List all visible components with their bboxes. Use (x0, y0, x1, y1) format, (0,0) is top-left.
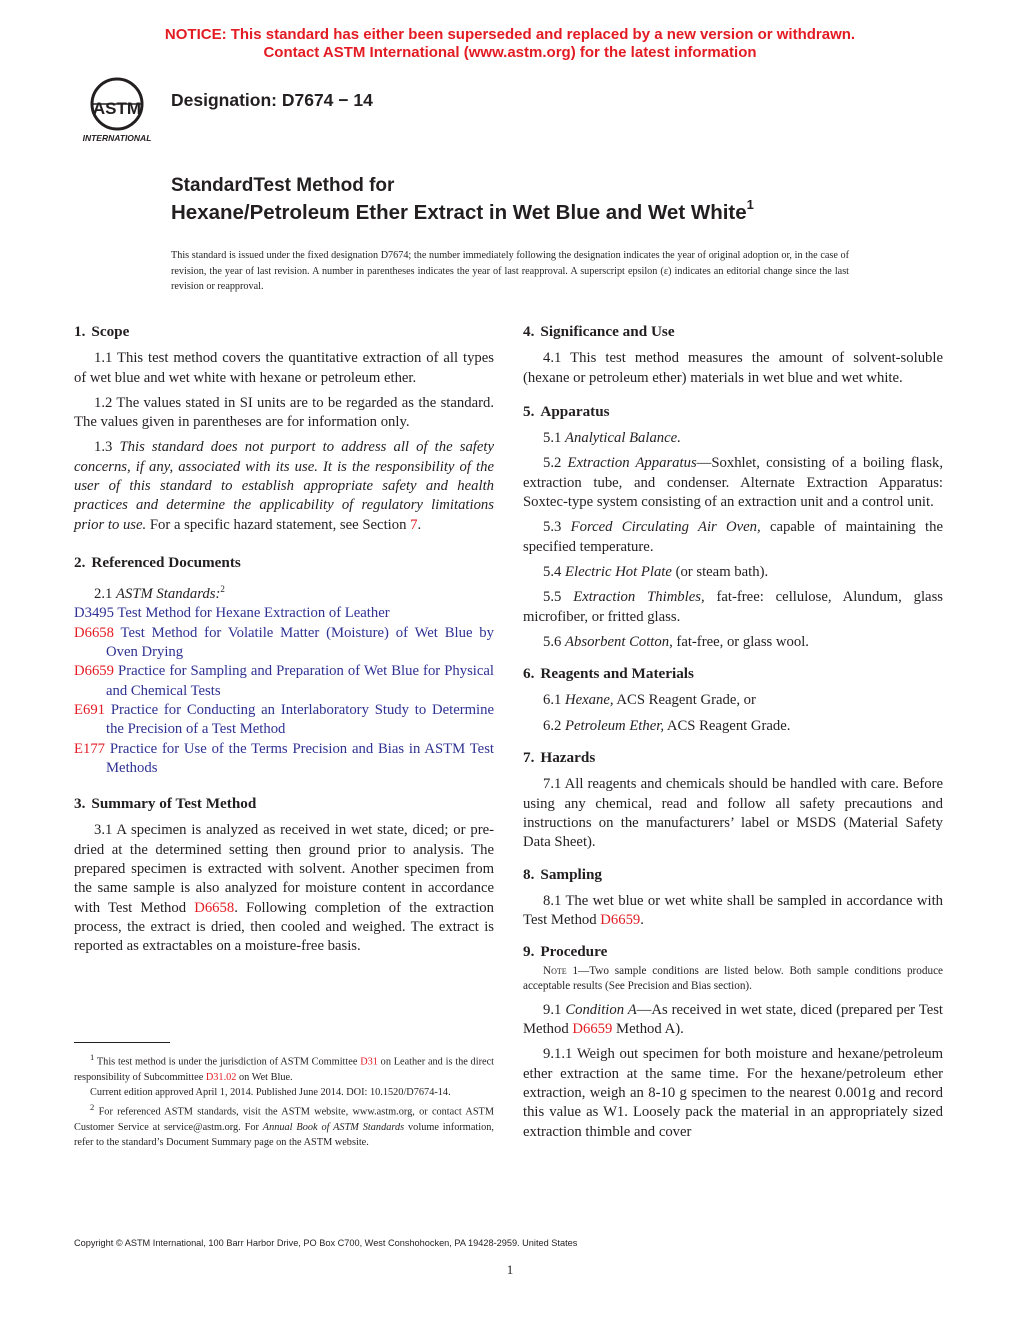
reference-d3495[interactable] (74, 604, 494, 623)
section-heading-procedure (523, 942, 943, 961)
item-name: Petroleum Ether, (565, 717, 665, 734)
para-text: For a specific hazard statement, see Section (146, 516, 411, 533)
paragraph-3-1 (74, 821, 494, 956)
footnote-text: on Wet Blue. (236, 1071, 293, 1083)
footnote-mark: 2 (220, 584, 225, 595)
section-title: Hazards (540, 749, 596, 767)
item-name: Absorbent Cotton, (565, 633, 673, 650)
reference-code[interactable]: D3495 (74, 605, 114, 622)
para-number: 6.1 (543, 692, 566, 709)
para-text: —As received in wet state, diced (prepared per Test Method (523, 1001, 944, 1038)
section-heading-significance (523, 322, 943, 341)
paragraph-1-3 (74, 438, 494, 534)
para-number: 5.2 (543, 455, 568, 472)
designation: Designation: D7674 − 14 (171, 90, 373, 110)
para-number: 5.4 (543, 563, 566, 580)
item-name: Extraction Apparatus (567, 455, 697, 472)
left-column (74, 322, 494, 963)
reference-code[interactable]: E691 (74, 701, 106, 718)
section-heading-hazards (523, 748, 943, 767)
section-heading-apparatus (523, 402, 943, 421)
para-text: ACS Reagent Grade, or (613, 692, 756, 709)
d6658-link[interactable]: D6658 (194, 899, 235, 916)
para-number: 2.1 (94, 586, 117, 603)
item-name: Condition A (565, 1001, 637, 1018)
para-number: 5.3 (543, 519, 571, 536)
para-text: ACS Reagent Grade. (664, 717, 791, 734)
astm-logo (74, 76, 160, 146)
reference-code[interactable]: D6658 (74, 624, 114, 641)
paragraph-6-1 (523, 691, 943, 710)
section-heading-scope (74, 322, 494, 341)
section-number: 6. (523, 665, 535, 683)
footnotes (74, 1050, 494, 1150)
section-number: 2. (74, 553, 86, 571)
paragraph-8-1 (523, 892, 943, 931)
para-text: fat-free, or glass wool. (672, 633, 809, 650)
para-text: 8.1 The wet blue or wet white shall be sampled in accordance with Test Method (523, 892, 943, 929)
note-label: Note 1 (543, 964, 579, 977)
paragraph-1-1: 1.1 This test method covers the quantitative extraction of all types of wet blue and wet white with hexane or petroleum ether. (74, 350, 494, 386)
section-number: 7. (523, 749, 535, 767)
reference-title[interactable]: Practice for Sampling and Preparation of Wet Blue for Physical and Chemical Tests (106, 663, 494, 699)
section-heading-referenced-documents (74, 553, 494, 572)
para-number: 5.1 (543, 430, 566, 447)
section-number: 4. (523, 323, 535, 340)
section-title: Referenced Documents (91, 553, 241, 571)
copyright-line: Copyright © ASTM International, 100 Barr Harbor Drive, PO Box C700, West Conshohocken, PA 19428-2959. United States (74, 1238, 578, 1248)
para-number: 5.6 (543, 633, 566, 650)
footnote-text: on Leather and is the direct responsibility of Subcommittee (74, 1056, 494, 1083)
astm-logo-icon (74, 76, 160, 146)
footnote-1-edition: Current edition approved April 1, 2014. Published June 2014. DOI: 10.1520/D7674-14. (90, 1086, 451, 1098)
para-number: 5.5 (543, 589, 574, 606)
section-heading-reagents (523, 664, 943, 683)
section-heading-sampling (523, 865, 943, 884)
paragraph-5-5 (523, 588, 943, 627)
section-title: Summary of Test Method (91, 795, 257, 813)
footnote-text: volume information, refer to the standard’s Document Summary page on the ASTM website. (74, 1121, 494, 1148)
para-text: (or steam bath). (671, 563, 769, 580)
notice-line-2: Contact ASTM International (www.astm.org) for the latest information (263, 44, 757, 61)
logo-text-international: INTERNATIONAL (82, 133, 152, 143)
paragraph-5-1 (523, 429, 943, 448)
paragraph-7-1: 7.1 All reagents and chemicals should be handled with care. Before using any chemical, read and follow all safety precautions and instructions on the manufacturers’ label or MSDS (Material Safety Data Sheet). (523, 776, 943, 851)
footnote-mark: 2 (90, 1102, 95, 1113)
paragraph-5-2 (523, 454, 943, 512)
notice-line-1: NOTICE: This standard has either been superseded and replaced by a new version or withdrawn. (164, 26, 856, 43)
right-column (523, 322, 943, 1148)
paragraph-2-1 (74, 580, 494, 604)
footnote-2 (74, 1100, 494, 1150)
logo-text-astm: ASTM (92, 99, 142, 118)
section-title: Procedure (540, 943, 608, 961)
item-name: Electric Hot Plate (565, 563, 672, 580)
footnote-rule (74, 1042, 170, 1043)
para-number: 1.3 (94, 439, 120, 456)
para-text: . (417, 516, 422, 533)
paragraph-9-1 (523, 1001, 943, 1040)
reference-e177[interactable] (74, 740, 494, 779)
para-text: . (640, 912, 644, 929)
d6659-link[interactable]: D6659 (572, 1021, 613, 1038)
title-main: Hexane/Petroleum Ether Extract in Wet Blue and Wet White (171, 200, 747, 224)
para-text: capable of maintaining the specified temperature. (523, 519, 944, 555)
reference-code[interactable]: D6659 (74, 663, 114, 680)
title-footnote-mark: 1 (746, 197, 754, 212)
reference-e691[interactable] (74, 701, 494, 740)
para-text: —Soxhlet, consisting of a boiling flask, extraction tube, and condenser. Alternate Extraction Apparatus: Soxtec-type system consisting of an extraction unit and a control unit. (523, 455, 943, 511)
reference-title[interactable]: Practice for Use of the Terms Precision and Bias in ASTM Test Methods (105, 740, 494, 776)
paragraph-5-3 (523, 518, 943, 557)
paragraph-9-1-1: 9.1.1 Weigh out specimen for both moisture and hexane/petroleum ether extraction at the same time. For the hexane/petroleum ether extraction, weigh an 8-10 g specimen to the nearest 0.001g and record this value as W1. Loosely pack the material in an appropriately sized extraction thimble and cover (523, 1046, 943, 1140)
footnote-text: This test method is under the jurisdiction of ASTM Committee (94, 1056, 361, 1068)
reference-title[interactable]: Test Method for Hexane Extraction of Leather (113, 605, 390, 622)
para-number: 6.2 (543, 717, 566, 734)
item-name: Analytical Balance. (565, 430, 681, 447)
page-number: 1 (506, 1262, 514, 1277)
section-number: 1. (74, 323, 86, 340)
note-text: —Two sample conditions are listed below. Both sample conditions produce acceptable results (See Precision and Bias section). (523, 964, 943, 993)
footnote-text: For referenced ASTM standards, visit the ASTM website, www.astm.org, or contact ASTM Customer Service at service@astm.org. For (74, 1106, 494, 1133)
title-line-2 (171, 199, 754, 225)
para-text: . Following completion of the extraction process, the extract is dried, then cooled and weighed. The extract is reported as extractables on a moisture-free basis. (74, 899, 494, 955)
para-number: 9.1 (543, 1001, 566, 1018)
section-number: 8. (523, 865, 535, 883)
section-number: 5. (523, 402, 535, 420)
d6659-link[interactable]: D6659 (600, 912, 641, 929)
title-line-1: StandardTest Method for (171, 175, 395, 196)
item-name: Extraction Thimbles, (573, 589, 705, 606)
para-text: Method A). (612, 1021, 684, 1038)
section-7-link[interactable]: 7 (410, 516, 418, 533)
section-title: Reagents and Materials (540, 665, 694, 683)
note-1 (523, 964, 943, 995)
para-text: fat-free: cellulose, Alundum, glass microfiber, or fritted glass. (523, 589, 943, 625)
section-heading-summary (74, 794, 494, 813)
footnote-mark: 1 (90, 1052, 95, 1062)
section-title: Apparatus (540, 402, 610, 420)
reference-d6659[interactable] (74, 662, 494, 701)
supersede-notice (0, 26, 1020, 62)
d31-link[interactable]: D31 (360, 1056, 378, 1068)
reference-title[interactable]: Practice for Conducting an Interlaboratory Study to Determine the Precision of a Test Method (105, 701, 494, 738)
item-name: Hexane, (565, 692, 614, 709)
reference-d6658[interactable] (74, 624, 494, 663)
item-name: Forced Circulating Air Oven, (570, 519, 761, 536)
footnote-italic: Annual Book of ASTM Standards (262, 1121, 405, 1133)
reference-code[interactable]: E177 (74, 740, 106, 757)
paragraph-6-2 (523, 717, 943, 736)
footnote-1 (74, 1050, 494, 1085)
section-title: Scope (91, 323, 130, 340)
section-number: 9. (523, 943, 535, 961)
paragraph-4-1: 4.1 This test method measures the amount of solvent-soluble (hexane or petroleum ether) materials in wet blue and wet white. (523, 350, 943, 386)
issued-statement: This standard is issued under the fixed designation D7674; the number immediately following the designation indicates the year of original adoption or, in the case of revision, the year of last revision. A number in parentheses indicates the year of last reapproval. A superscript epsilon (ε) indicates an editorial change since the last revision or reapproval. (171, 250, 849, 292)
paragraph-1-2: 1.2 The values stated in SI units are to be regarded as the standard. The values given in parentheses are for information only. (74, 394, 494, 431)
paragraph-5-4 (523, 563, 943, 582)
section-title: Significance and Use (540, 323, 675, 340)
safety-caveat: This standard does not purport to address all of the safety concerns, if any, associated with its use. It is the responsibility of the user of this standard to establish appropriate safety and health practices and determine the applicability of regulatory limitations prior to use. (74, 439, 495, 533)
section-number: 3. (74, 795, 86, 813)
para-text: 3.1 A specimen is analyzed as received in wet state, diced; or pre-dried at the determined setting then ground prior to analysis. The prepared specimen is extracted with solvent. Another specimen from the same sample is also analyzed for moisture content in accordance with Test Method (74, 822, 494, 916)
paragraph-5-6 (523, 633, 943, 652)
d31-02-link[interactable]: D31.02 (205, 1071, 237, 1083)
reference-title[interactable]: Test Method for Volatile Matter (Moisture) of Wet Blue by Oven Drying (106, 624, 494, 661)
para-text: ASTM Standards: (116, 586, 221, 603)
section-title: Sampling (540, 865, 603, 883)
